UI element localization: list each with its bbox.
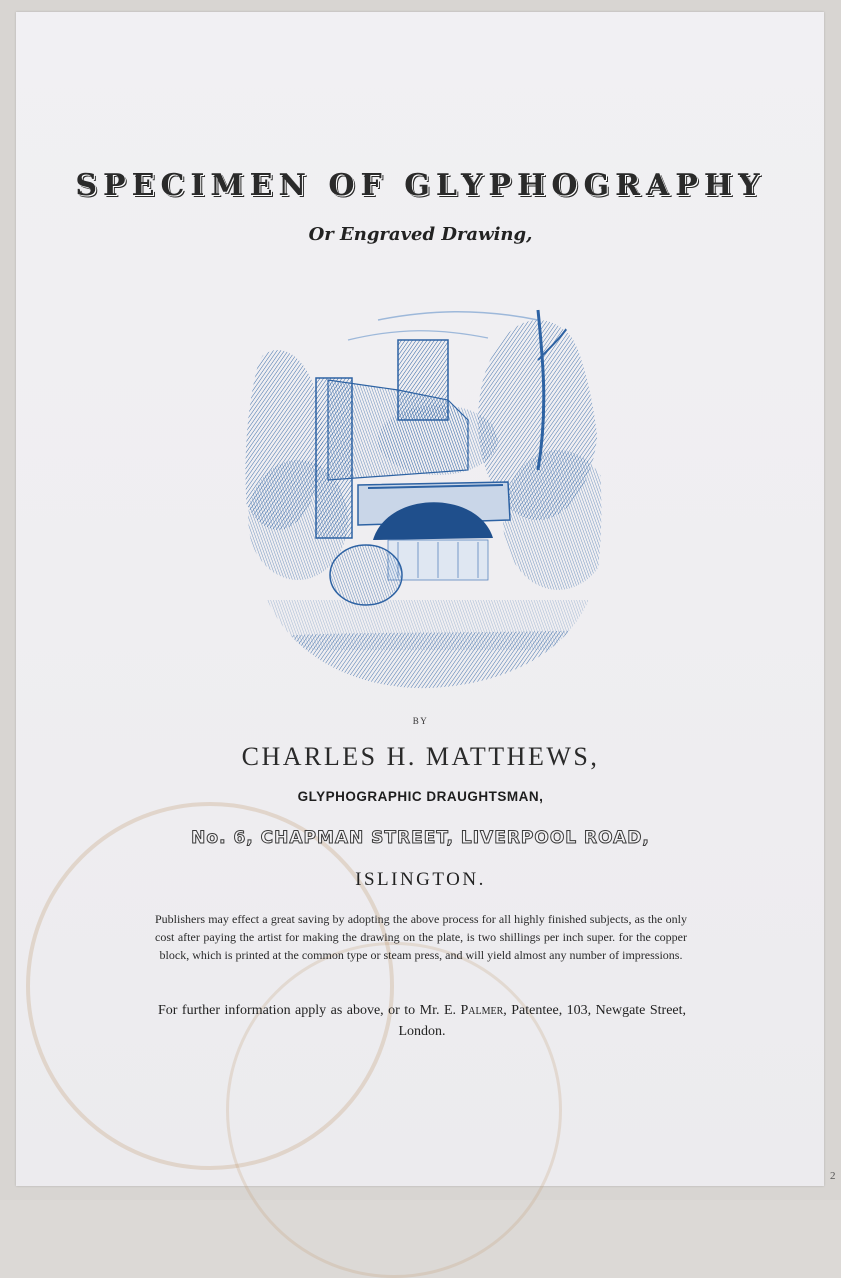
patentee-name: Palmer xyxy=(460,1003,504,1018)
further-information-paragraph xyxy=(158,1000,686,1042)
artist-role: GLYPHOGRAPHIC DRAUGHTSMAN, xyxy=(297,789,544,804)
page-number: 2 xyxy=(830,1170,836,1182)
by-line: BY xyxy=(412,716,429,726)
water-stain xyxy=(226,942,562,1278)
artist-name: CHARLES H. MATTHEWS, xyxy=(241,742,600,771)
document-title: SPECIMEN OF GLYPHOGRAPHY xyxy=(75,168,766,203)
artist-address: No. 6, CHAPMAN STREET, LIVERPOOL ROAD, xyxy=(191,828,650,848)
engraved-vignette-illustration xyxy=(238,270,604,694)
further-text-after: , Patentee, 103, Newgate Street, London. xyxy=(398,1003,687,1039)
water-stain xyxy=(26,802,394,1170)
further-text-before: For further information apply as above, or to Mr. E. xyxy=(158,1003,457,1018)
artist-town: ISLINGTON. xyxy=(355,869,486,890)
publishers-paragraph: Publishers may effect a great saving by adopting the above process for all highly finished subjects, as the only cost after paying the artist for making the drawing on the plate, is two shillings per inch super. for the copper block, which is printed at the common type or steam press, and will yield almost any number of impressions. xyxy=(155,912,687,962)
document-subtitle: Or Engraved Drawing, xyxy=(308,224,533,245)
